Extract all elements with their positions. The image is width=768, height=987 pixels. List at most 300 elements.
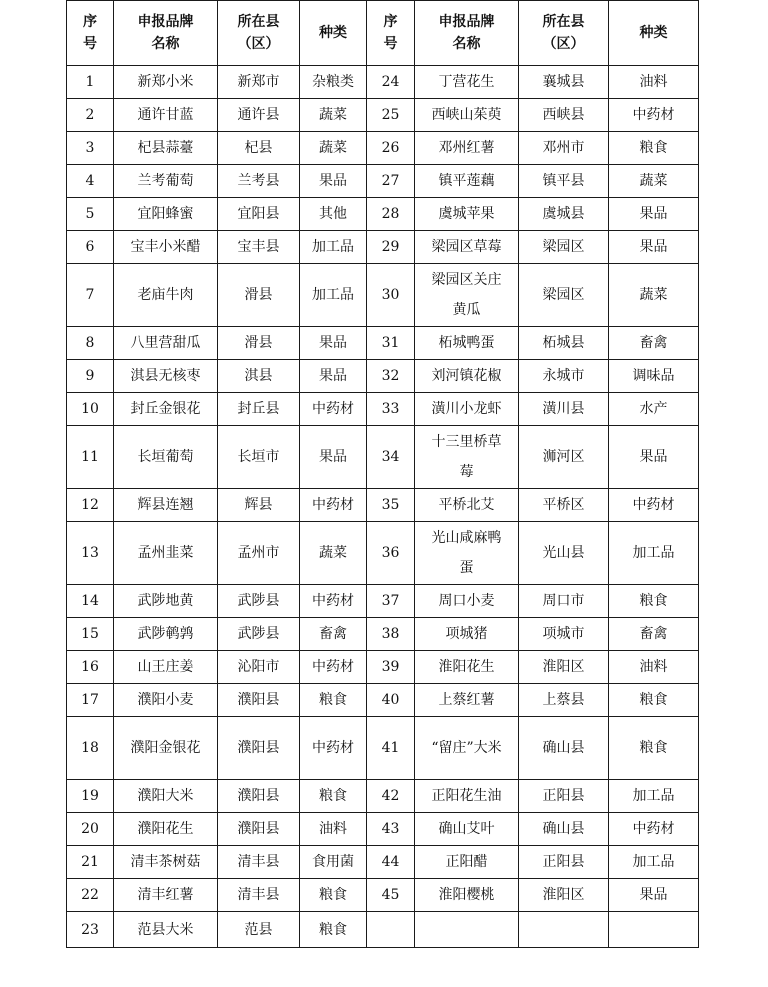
county-text: 武陟县 (237, 593, 280, 609)
cell-type-left (300, 489, 367, 522)
cell-brand-left (114, 198, 218, 231)
brand-text: 镇平莲藕 (438, 173, 495, 189)
county-text: 镇平县 (542, 173, 585, 189)
cell-seq-right (367, 66, 415, 99)
table-row (67, 198, 699, 231)
cell-county-right (519, 426, 609, 489)
cell-county-right (519, 360, 609, 393)
cell-brand-left (114, 522, 218, 585)
table-row (67, 360, 699, 393)
seq-text: 8 (85, 335, 95, 351)
cell-type-left (300, 618, 367, 651)
brand-text: 西峡山茱萸 (431, 107, 502, 123)
type-text: 加工品 (312, 287, 354, 303)
brand-text: 清丰茶树菇 (130, 854, 201, 870)
county-text: 平桥区 (542, 497, 585, 513)
cell-brand-right (415, 99, 519, 132)
brand-text: 武陟地黄 (137, 593, 194, 609)
type-text: 加工品 (632, 854, 675, 870)
type-text: 果品 (639, 206, 668, 222)
cell-brand-right (415, 651, 519, 684)
county-text: 确山县 (542, 740, 585, 756)
cell-seq-right (367, 813, 415, 846)
brand-text: 老庙牛肉 (137, 287, 194, 303)
type-text: 粮食 (639, 740, 668, 756)
cell-brand-left (114, 846, 218, 879)
seq-text: 38 (381, 626, 400, 642)
cell-seq-right (367, 912, 415, 948)
cell-brand-left (114, 360, 218, 393)
brand-text: 正阳醋 (445, 854, 488, 870)
cell-county-right (519, 618, 609, 651)
cell-type-right (609, 846, 699, 879)
county-text: 永城市 (542, 368, 585, 384)
cell-type-left (300, 912, 367, 948)
cell-seq-left (67, 489, 114, 522)
type-text: 水产 (639, 401, 668, 417)
cell-county-left (218, 132, 300, 165)
seq-text: 6 (85, 239, 95, 255)
cell-brand-right (415, 231, 519, 264)
type-text: 蔬菜 (319, 140, 347, 156)
cell-type-right (609, 684, 699, 717)
county-text: 濮阳县 (237, 821, 280, 837)
brand-text: 正阳花生油 (431, 788, 502, 804)
cell-seq-right (367, 231, 415, 264)
seq-text: 14 (81, 593, 99, 609)
cell-seq-right (367, 264, 415, 327)
type-text: 粮食 (319, 788, 347, 804)
cell-brand-left (114, 66, 218, 99)
cell-type-left (300, 813, 367, 846)
cell-seq-right (367, 360, 415, 393)
cell-seq-right (367, 165, 415, 198)
cell-county-left (218, 651, 300, 684)
cell-seq-right (367, 327, 415, 360)
cell-brand-right (415, 912, 519, 948)
header-row (67, 1, 699, 66)
seq-text: 21 (81, 854, 99, 870)
cell-type-left (300, 132, 367, 165)
brand-text: 梁园区草莓 (431, 239, 502, 255)
seq-text: 22 (81, 887, 99, 903)
cell-seq-right (367, 879, 415, 912)
header-brand-right: 申报品牌 名称 (415, 1, 519, 66)
cell-brand-right (415, 264, 519, 327)
cell-brand-right (415, 780, 519, 813)
table-row (67, 879, 699, 912)
brand-text: 通许甘蓝 (137, 107, 194, 123)
type-text: 蔬菜 (319, 107, 347, 123)
type-text: 果品 (639, 239, 668, 255)
table-row (67, 393, 699, 426)
seq-text: 2 (85, 107, 95, 123)
seq-text: 27 (381, 173, 400, 189)
brand-text: 八里营甜瓜 (130, 335, 201, 351)
type-text: 中药材 (312, 497, 354, 513)
cell-county-right (519, 846, 609, 879)
type-text: 食用菌 (312, 854, 354, 870)
seq-text: 36 (381, 545, 400, 561)
brand-text: 确山艾叶 (438, 821, 495, 837)
brand-text: 柘城鸭蛋 (438, 335, 495, 351)
brand-text: 上蔡红薯 (438, 692, 495, 708)
brand-text: 濮阳小麦 (137, 692, 194, 708)
seq-text: 39 (381, 659, 400, 675)
cell-brand-left (114, 651, 218, 684)
cell-county-right (519, 489, 609, 522)
cell-brand-right (415, 360, 519, 393)
cell-brand-right (415, 393, 519, 426)
seq-text: 41 (381, 740, 400, 756)
cell-seq-left (67, 813, 114, 846)
brand-text: 项城猪 (445, 626, 488, 642)
cell-county-left (218, 66, 300, 99)
brand-text: 长垣葡萄 (137, 449, 194, 465)
county-text: 襄城县 (542, 74, 585, 90)
cell-type-right (609, 198, 699, 231)
cell-county-left (218, 585, 300, 618)
type-text: 中药材 (632, 107, 675, 123)
cell-county-right (519, 393, 609, 426)
seq-text: 17 (81, 692, 99, 708)
cell-seq-right (367, 684, 415, 717)
cell-county-left (218, 99, 300, 132)
seq-text: 12 (81, 497, 99, 513)
type-text: 果品 (319, 335, 347, 351)
type-text: 中药材 (632, 497, 675, 513)
header-brand-left: 申报品牌 名称 (114, 1, 218, 66)
cell-seq-left (67, 393, 114, 426)
cell-type-left (300, 327, 367, 360)
cell-type-left (300, 585, 367, 618)
type-text: 调味品 (632, 368, 675, 384)
table-row (67, 684, 699, 717)
cell-county-left (218, 489, 300, 522)
seq-text: 45 (381, 887, 400, 903)
header-seq-right: 序 号 (367, 1, 415, 66)
cell-seq-left (67, 264, 114, 327)
county-text: 长垣市 (237, 449, 280, 465)
type-text: 中药材 (312, 659, 354, 675)
cell-brand-left (114, 426, 218, 489)
cell-county-right (519, 522, 609, 585)
cell-brand-right (415, 198, 519, 231)
cell-brand-left (114, 780, 218, 813)
brand-text: 淮阳樱桃 (438, 887, 495, 903)
county-text: 西峡县 (542, 107, 585, 123)
cell-county-left (218, 780, 300, 813)
cell-brand-right (415, 522, 519, 585)
table-row (67, 99, 699, 132)
brand-text: “留庄”大米 (431, 740, 502, 756)
county-text: 清丰县 (237, 854, 280, 870)
seq-text: 26 (381, 140, 400, 156)
cell-type-right (609, 393, 699, 426)
cell-brand-right (415, 132, 519, 165)
cell-brand-left (114, 264, 218, 327)
cell-county-right (519, 585, 609, 618)
cell-type-left (300, 393, 367, 426)
county-text: 梁园区 (542, 239, 585, 255)
brand-text: 刘河镇花椒 (431, 368, 502, 384)
type-text: 粮食 (319, 921, 347, 938)
seq-text: 44 (381, 854, 400, 870)
cell-brand-left (114, 231, 218, 264)
cell-seq-left (67, 198, 114, 231)
header-type-left: 种类 (300, 1, 367, 66)
type-text: 油料 (639, 659, 668, 675)
cell-seq-left (67, 879, 114, 912)
type-text: 果品 (639, 887, 668, 903)
type-text: 粮食 (639, 692, 668, 708)
table-row (67, 813, 699, 846)
cell-brand-right (415, 846, 519, 879)
cell-seq-right (367, 522, 415, 585)
seq-text: 25 (381, 107, 400, 123)
cell-type-left (300, 99, 367, 132)
seq-text: 7 (85, 287, 95, 303)
county-text: 淇县 (244, 368, 273, 384)
seq-text: 32 (381, 368, 400, 384)
cell-type-right (609, 426, 699, 489)
county-text: 濮阳县 (237, 788, 280, 804)
type-text: 油料 (639, 74, 668, 90)
cell-brand-left (114, 879, 218, 912)
table-row (67, 912, 699, 948)
cell-type-right (609, 489, 699, 522)
cell-seq-right (367, 426, 415, 489)
table-body (67, 66, 699, 948)
seq-text: 29 (381, 239, 400, 255)
seq-text: 16 (81, 659, 99, 675)
type-text: 中药材 (312, 593, 354, 609)
seq-text: 18 (81, 740, 99, 756)
cell-county-left (218, 846, 300, 879)
type-text: 畜禽 (639, 335, 668, 351)
cell-brand-right (415, 585, 519, 618)
brand-text: 光山咸麻鸭蛋 (431, 530, 502, 576)
type-text: 粮食 (639, 593, 668, 609)
cell-seq-left (67, 66, 114, 99)
cell-county-right (519, 684, 609, 717)
table-row (67, 651, 699, 684)
cell-seq-right (367, 489, 415, 522)
seq-text: 9 (85, 368, 95, 384)
county-text: 辉县 (244, 497, 273, 513)
cell-county-right (519, 132, 609, 165)
cell-brand-left (114, 717, 218, 780)
cell-seq-right (367, 780, 415, 813)
cell-type-right (609, 132, 699, 165)
county-text: 滑县 (244, 335, 273, 351)
cell-county-right (519, 264, 609, 327)
seq-text: 40 (381, 692, 400, 708)
type-text: 杂粮类 (312, 74, 354, 90)
county-text: 淮阳区 (542, 659, 585, 675)
county-text: 杞县 (244, 140, 273, 156)
county-text: 确山县 (542, 821, 585, 837)
seq-text: 19 (81, 788, 99, 804)
cell-seq-left (67, 684, 114, 717)
cell-seq-left (67, 360, 114, 393)
cell-seq-left (67, 231, 114, 264)
seq-text: 24 (381, 74, 400, 90)
brand-text: 辉县连翘 (137, 497, 194, 513)
cell-type-left (300, 522, 367, 585)
seq-text: 37 (381, 593, 400, 609)
county-text: 范县 (244, 921, 273, 938)
seq-text: 28 (381, 206, 400, 222)
cell-county-left (218, 522, 300, 585)
cell-county-right (519, 651, 609, 684)
county-text: 通许县 (237, 107, 280, 123)
cell-brand-left (114, 489, 218, 522)
brand-text: 濮阳花生 (137, 821, 194, 837)
type-text: 中药材 (632, 821, 675, 837)
cell-seq-right (367, 618, 415, 651)
seq-text: 31 (381, 335, 400, 351)
cell-type-right (609, 165, 699, 198)
type-text: 畜禽 (639, 626, 668, 642)
cell-type-left (300, 846, 367, 879)
type-text: 粮食 (639, 140, 668, 156)
cell-seq-left (67, 99, 114, 132)
cell-brand-right (415, 684, 519, 717)
cell-type-left (300, 684, 367, 717)
cell-seq-left (67, 717, 114, 780)
county-text: 武陟县 (237, 626, 280, 642)
seq-text: 11 (81, 449, 99, 465)
cell-county-left (218, 360, 300, 393)
seq-text: 13 (81, 545, 99, 561)
cell-seq-left (67, 327, 114, 360)
county-text: 梁园区 (542, 287, 585, 303)
cell-type-left (300, 651, 367, 684)
cell-seq-left (67, 132, 114, 165)
cell-seq-left (67, 651, 114, 684)
type-text: 畜禽 (319, 626, 347, 642)
seq-text: 30 (381, 287, 400, 303)
cell-type-left (300, 231, 367, 264)
cell-brand-right (415, 426, 519, 489)
cell-county-right (519, 327, 609, 360)
header-type-right: 种类 (609, 1, 699, 66)
cell-seq-right (367, 717, 415, 780)
cell-seq-left (67, 912, 114, 948)
type-text: 粮食 (319, 887, 347, 903)
table-row (67, 585, 699, 618)
brand-text: 杞县蒜薹 (137, 140, 194, 156)
cell-type-left (300, 360, 367, 393)
cell-brand-right (415, 327, 519, 360)
cell-type-right (609, 522, 699, 585)
brand-text: 邓州红薯 (438, 140, 495, 156)
cell-brand-left (114, 684, 218, 717)
brand-text: 平桥北艾 (438, 497, 495, 513)
county-text: 上蔡县 (542, 692, 585, 708)
cell-county-left (218, 198, 300, 231)
table-row (67, 66, 699, 99)
type-text: 果品 (319, 173, 347, 189)
county-text: 淮阳区 (542, 887, 585, 903)
cell-seq-right (367, 651, 415, 684)
brand-text: 虞城苹果 (438, 206, 495, 222)
county-text: 周口市 (542, 593, 585, 609)
type-text: 果品 (639, 449, 668, 465)
brand-text: 潢川小龙虾 (431, 401, 502, 417)
table-row (67, 165, 699, 198)
type-text: 其他 (319, 206, 347, 222)
type-text: 粮食 (319, 692, 347, 708)
cell-seq-left (67, 846, 114, 879)
cell-county-left (218, 327, 300, 360)
brand-text: 范县大米 (137, 921, 194, 938)
cell-brand-right (415, 489, 519, 522)
brand-text: 十三里桥草莓 (431, 434, 502, 480)
cell-seq-left (67, 165, 114, 198)
cell-seq-right (367, 846, 415, 879)
cell-type-right (609, 231, 699, 264)
table-row (67, 780, 699, 813)
county-text: 项城市 (542, 626, 585, 642)
cell-county-left (218, 264, 300, 327)
type-text: 蔬菜 (639, 287, 668, 303)
table-row (67, 522, 699, 585)
county-text: 宜阳县 (237, 206, 280, 222)
county-text: 正阳县 (542, 788, 585, 804)
type-text: 蔬菜 (639, 173, 668, 189)
cell-type-right (609, 879, 699, 912)
header-county-left: 所在县 （区） (218, 1, 300, 66)
county-text: 沁阳市 (237, 659, 280, 675)
county-text: 虞城县 (542, 206, 585, 222)
cell-seq-left (67, 522, 114, 585)
type-text: 加工品 (312, 239, 354, 255)
table-row (67, 846, 699, 879)
table-row (67, 717, 699, 780)
cell-brand-left (114, 912, 218, 948)
brand-text: 淮阳花生 (438, 659, 495, 675)
county-text: 孟州市 (237, 545, 280, 561)
type-text: 中药材 (312, 740, 354, 756)
cell-type-right (609, 360, 699, 393)
table-row (67, 426, 699, 489)
cell-brand-left (114, 327, 218, 360)
county-text: 滑县 (244, 287, 273, 303)
type-text: 油料 (319, 821, 347, 837)
cell-county-left (218, 912, 300, 948)
cell-brand-left (114, 132, 218, 165)
table-row (67, 618, 699, 651)
county-text: 清丰县 (237, 887, 280, 903)
cell-type-right (609, 585, 699, 618)
cell-county-right (519, 780, 609, 813)
brand-text: 清丰红薯 (137, 887, 194, 903)
table-row (67, 327, 699, 360)
brand-text: 新郑小米 (137, 74, 194, 90)
county-text: 濮阳县 (237, 740, 280, 756)
county-text: 正阳县 (542, 854, 585, 870)
brand-text: 梁园区关庄黄瓜 (431, 272, 502, 318)
brand-text: 淇县无核枣 (130, 368, 201, 384)
cell-county-right (519, 198, 609, 231)
brand-text: 周口小麦 (438, 593, 495, 609)
cell-type-right (609, 780, 699, 813)
cell-brand-left (114, 99, 218, 132)
seq-text: 35 (381, 497, 400, 513)
seq-text: 4 (85, 173, 95, 189)
